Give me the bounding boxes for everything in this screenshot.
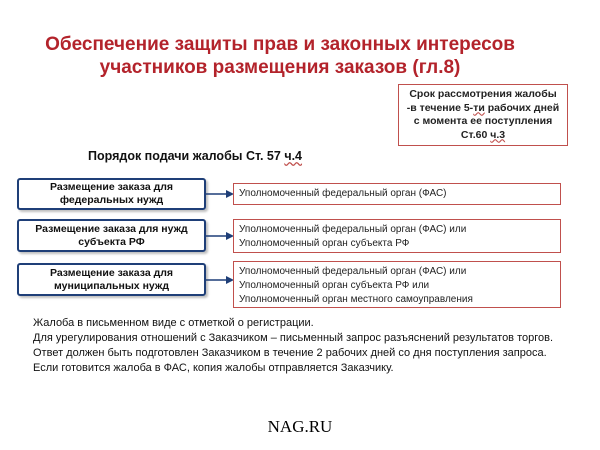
authority-line: Уполномоченный федеральный орган (ФАС) или [239,266,467,277]
arrow-right-icon [206,274,234,286]
deadline-line-4-prefix: Ст.60 [460,128,491,141]
deadline-line-2-suffix: ти [473,101,485,114]
title-line-2: участников размещения заказов (гл.8) [99,57,461,78]
deadline-line-4 [399,129,567,143]
authority-line: Уполномоченный федеральный орган (ФАС) [239,188,447,199]
authority-line: Уполномоченный федеральный орган (ФАС) или [239,224,467,235]
deadline-line-2 [399,102,567,116]
category-federal-box [17,178,206,210]
authority-municipal-box [233,261,561,308]
category-subject-box [17,219,206,252]
note-paragraph: Для урегулирования отношений с Заказчиком – письменный запрос разъяснений результатов торгов. Ответ должен быть подготовлен Заказчиком в течение 2 рабочих дней со дня поступления запроса. [33,332,554,359]
deadline-line-2-prefix: -в течение 5- [406,101,474,114]
note-paragraph: Жалоба в письменном виде с отметкой о регистрации. [33,317,314,329]
note-paragraph: Если готовится жалоба в ФАС, копия жалобы отправляется Заказчику. [33,362,394,374]
subtitle-suffix: ч.4 [284,149,303,163]
arrow-right-icon [206,188,234,200]
authority-line: Уполномоченный орган субъекта РФ [239,238,410,249]
category-label-line: федеральных нужд [59,194,164,206]
procedure-subtitle [88,149,302,163]
category-label-line: муниципальных нужд [54,279,169,292]
authority-line: Уполномоченный орган субъекта РФ или [239,280,430,291]
title-line-1: Обеспечение защиты прав и законных интересов [45,34,515,55]
deadline-line-1: Срок рассмотрения жалобы [409,88,557,100]
slide-title [20,33,540,79]
category-label-line: Размещение заказа для [49,266,174,279]
deadline-line-2-rest: рабочих дней [484,101,560,114]
deadline-line-3: с момента ее поступления [413,115,553,127]
subtitle-prefix: Порядок подачи жалобы Ст. 57 [88,149,285,163]
arrow-right-icon [206,230,234,242]
authority-line: Уполномоченный орган местного самоуправления [239,294,473,305]
footer-watermark: NAG.RU [267,417,333,436]
category-label-line: Размещение заказа для нужд [35,222,188,235]
category-label-line: субъекта РФ [78,235,145,248]
deadline-line-4-suffix: ч.3 [490,128,506,141]
notes-text [33,316,573,376]
deadline-box [398,84,568,146]
category-label-line: Размещение заказа для [49,181,174,193]
authority-federal-box [233,183,561,205]
category-municipal-box [17,263,206,296]
authority-subject-box [233,219,561,253]
